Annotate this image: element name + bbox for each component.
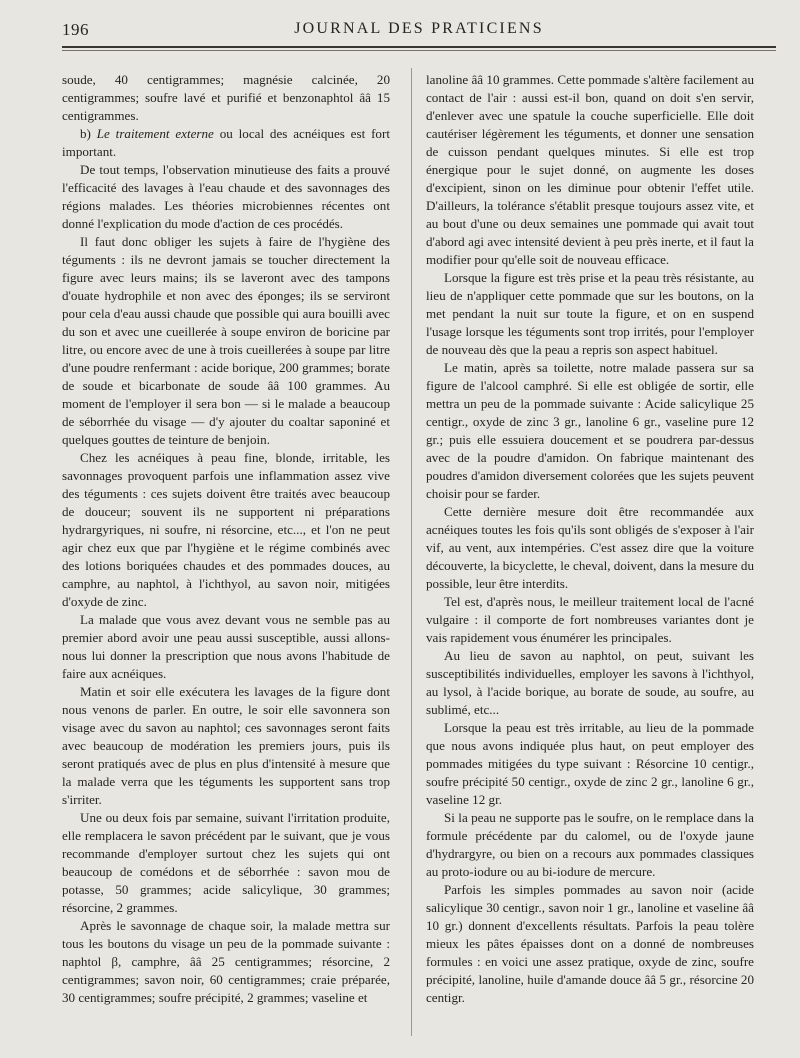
paragraph: Si la peau ne supporte pas le soufre, on le remplace dans la formule précédente par du calomel, ou de l'oxyde jaune d'hydrargyre, ou bien on a recours aux pommades classiques au proto-iodure ou au bi-iodure de mercure. — [426, 810, 754, 879]
paragraph: Cette dernière mesure doit être recommandée aux acnéiques toutes les fois qu'ils sont obligés de s'exposer à l'air vif, au vent, aux intempéries. C'est assez dire que la voiture découverte, la bicyclette, le cheval, doivent, dans la mesure du possible, leur être interdits. — [426, 504, 754, 591]
paragraph: Parfois les simples pommades au savon noir (acide salicylique 30 centigr., savon noir 1 gr., lanoline et vaseline ââ 10 gr.) donnent d'excellents résultats. Parfois la peau tolère mieux les pâtes épaisses dont on a donné de nombreuses formules : en voici une assez pratique, oxyde de zinc, soufre précipité, lanoline, huile d'amande douce ââ 5 gr., résorcine 20 centigr. — [426, 882, 754, 1005]
right-column — [426, 71, 754, 1007]
paragraph: Lorsque la peau est très irritable, au lieu de la pommade que nous avons indiquée plus haut, on peut employer des pommades mitigées du type suivant : Résorcine 10 centigr., soufre précipité 50 centigr., oxyde de zinc 2 gr., lanoline 6 gr., vaseline 12 gr. — [426, 720, 754, 807]
paragraph: Le matin, après sa toilette, notre malade passera sur sa figure de l'alcool camphré. Si elle est obligée de sortir, elle mettra un peu de la pommade suivante : Acide salicylique 25 centigr., oxyde de zinc 3 gr., lanoline 6 gr., vaseline pure 12 gr.; puis elle essuiera doucement et se poudrera par-dessus avec de la poudre d'amidon. On fabrique maintenant des poudres d'amidon diversement colorées que les sujets peuvent choisir pour se farder. — [426, 360, 754, 501]
column-divider — [411, 68, 412, 1036]
running-head-title: JOURNAL DES PRATICIENS — [294, 20, 544, 37]
paragraph-external-treatment — [62, 125, 390, 161]
left-column — [62, 71, 390, 1007]
paragraph: Matin et soir elle exécutera les lavages de la figure dont nous venons de parler. En outre, le soir elle savonnera son visage avec du savon au naphtol; ces savonnages seront faits avec beaucoup de modération les premiers jours, puis ils seront pratiqués avec de plus en plus d'intensité à mesure que la malade verra que les téguments les supportent sans trop s'irriter. — [62, 684, 390, 807]
paragraph: Il faut donc obliger les sujets à faire de l'hygiène des téguments : ils ne devront jamais se toucher directement la figure avec leurs mains; ils se laveront avec des tampons d'ouate hydrophile et non avec des éponges; ils se serviront pour cela d'eau aussi chaude que possible qui aura bouilli avec du son et avec une cueillerée à soupe environ de boricine par litre, ou encore avec de une à trois cueillerées à soupe par litre d'une poudre renfermant : acide borique, 200 grammes; borate de soude et bicarbonate de soude ââ 100 grammes. Au moment de l'employer il sera bon — si le malade a beaucoup de séborrhée du visage — d'y ajouter du coaltar saponiné et quelques gouttes de teinture de benjoin. — [62, 234, 390, 447]
paragraph: Lorsque la figure est très prise et la peau très résistante, au lieu de n'appliquer cette pommade que sur les boutons, on la met pendant la nuit sur toute la figure, et on en suspend l'usage lorsque les téguments sont trop irrités, pour l'employer de nouveau dès que la peau a repris son aspect habituel. — [426, 270, 754, 357]
page-number: 196 — [62, 20, 89, 39]
paragraph: Une ou deux fois par semaine, suivant l'irritation produite, elle remplacera le savon précédent par le suivant, que je vous recommande d'employer surtout chez les sujets qui ont beaucoup de comédons et de séborrhée : savon mou de potasse, 50 grammes; acide salicylique, 30 grammes; résorcine, 2 grammes. — [62, 810, 390, 915]
paragraph: De tout temps, l'observation minutieuse des faits a prouvé l'efficacité des lavages à l'eau chaude et des savonnages des régions malades. Les théories microbiennes récentes ont donné l'explication du mode d'action de ces procédés. — [62, 162, 390, 231]
paragraph: soude, 40 centigrammes; magnésie calcinée, 20 centigrammes; soufre lavé et purifié et benzonaphtol ââ 15 centigrammes. — [62, 72, 390, 123]
header-rule-thin — [62, 50, 776, 51]
paragraph-text: ou local des acnéiques est fort important. — [62, 126, 390, 159]
list-marker: b) — [80, 126, 97, 141]
section-emphasis: Le traitement externe — [96, 126, 214, 141]
paragraph: Tel est, d'après nous, le meilleur traitement local de l'acné vulgaire : il comporte de fort nombreuses variantes dont je vais rapidement vous énumérer les principales. — [426, 594, 754, 645]
paragraph: Au lieu de savon au naphtol, on peut, suivant les susceptibilités individuelles, employer les savons à l'ichthyol, au lysol, à l'acide borique, au borate de soude, au soufre, au sublimé, etc... — [426, 648, 754, 717]
page-header — [62, 20, 776, 44]
paragraph: Après le savonnage de chaque soir, la malade mettra sur tous les boutons du visage un peu de la pommade suivante : naphtol β, camphre, ââ 25 centigrammes; résorcine, 2 centigrammes; savon noir, 60 centigrammes; craie préparée, 30 centigrammes; soufre précipité, 2 grammes; vaseline et — [62, 918, 390, 1005]
header-rule-thick — [62, 46, 776, 48]
paragraph: lanoline ââ 10 grammes. Cette pommade s'altère facilement au contact de l'air : aussi est-il bon, quand on doit s'en servir, d'enlever avec une spatule la couche superficielle. Elle doit cautériser légèrement les téguments, et donner une sensation de cuisson pendant quelques minutes. Si elle est trop énergique pour le sujet donné, on augmente les doses d'excipient, sinon on les diminue pour obtenir l'effet utile. D'ailleurs, la tolérance s'établit presque toujours assez vite, et au bout d'une ou deux semaines une pommade qui avait tout d'abord agi avec intensité devient à peu près inerte, et il faut la modifier pour qu'elle soit de nouveau efficace. — [426, 72, 754, 267]
paragraph: La malade que vous avez devant vous ne semble pas au premier abord avoir une peau aussi susceptible, aussi allons-nous lui donner la prescription que nous avons l'habitude de faire aux acnéiques. — [62, 612, 390, 681]
paragraph: Chez les acnéiques à peau fine, blonde, irritable, les savonnages provoquent parfois une inflammation assez vive des téguments : ces sujets doivent être traités avec beaucoup de douceur; souvent ils ne supportent ni préparations hydrargyriques, ni soufre, ni résorcine, etc..., et l'on ne peut agir chez eux que par l'hygiène et le régime combinés avec des lotions boriquées chaudes et des pommades douces, au camphre, au naphtol, à l'ichthyol, au savon noir, mitigées d'oxyde de zinc. — [62, 450, 390, 609]
